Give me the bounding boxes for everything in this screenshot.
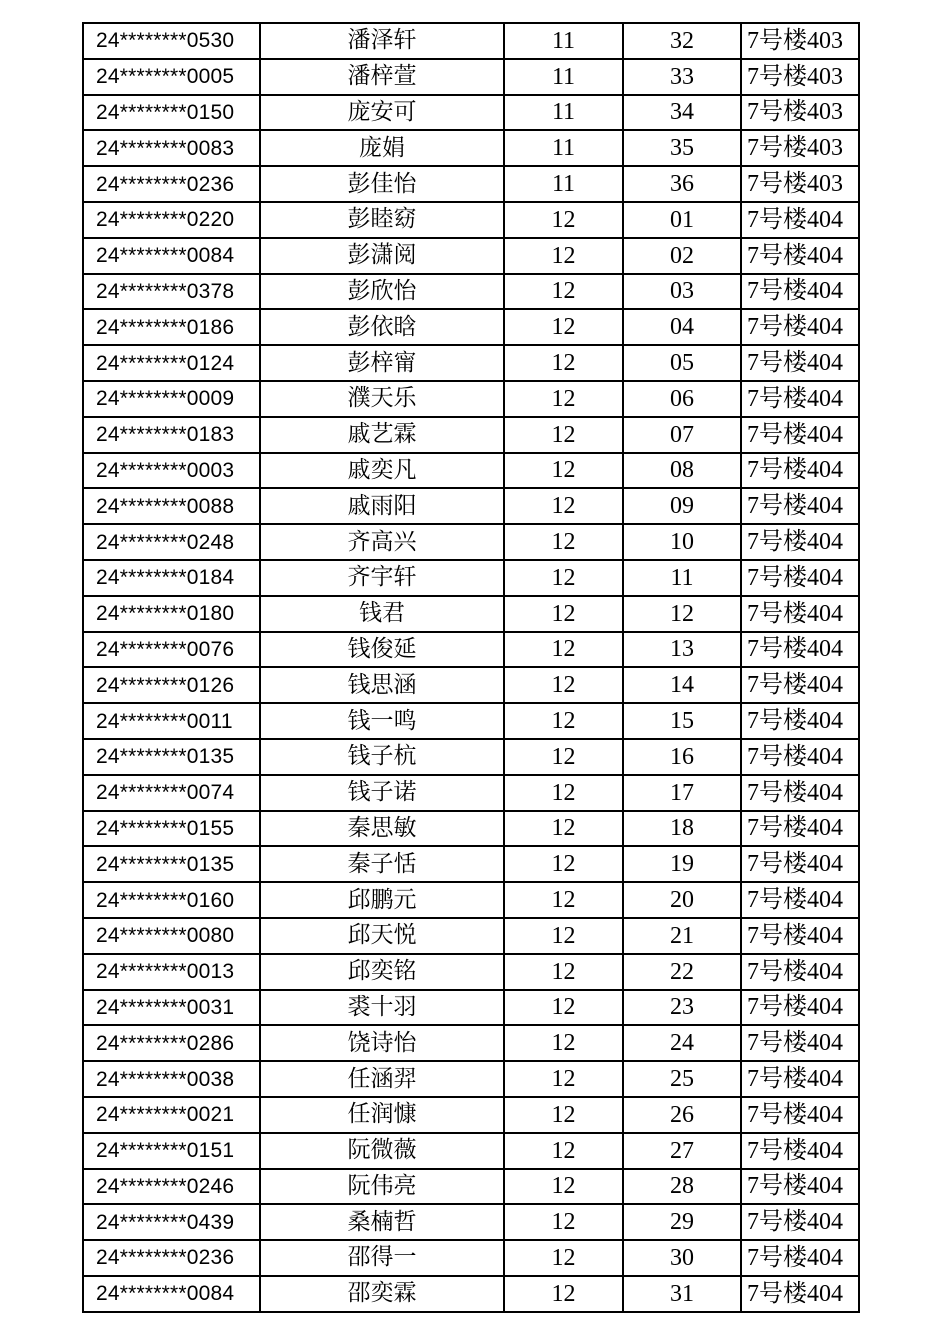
class-number-cell: 12 xyxy=(504,703,623,739)
seat-number-cell: 11 xyxy=(623,560,741,596)
class-number-cell: 11 xyxy=(504,23,623,59)
seat-number-cell: 33 xyxy=(623,59,741,95)
table-row xyxy=(83,130,859,166)
student-name-cell: 秦思敏 xyxy=(260,811,504,847)
seat-number-cell: 21 xyxy=(623,918,741,954)
student-name-cell: 邱天悦 xyxy=(260,918,504,954)
table-row xyxy=(83,703,859,739)
table-row xyxy=(83,846,859,882)
class-number-cell: 12 xyxy=(504,1061,623,1097)
table-row xyxy=(83,1133,859,1169)
class-number-cell: 12 xyxy=(504,1240,623,1276)
seat-number-cell: 20 xyxy=(623,882,741,918)
table-row xyxy=(83,1097,859,1133)
student-name-cell: 桑楠哲 xyxy=(260,1204,504,1240)
class-number-cell: 12 xyxy=(504,453,623,489)
student-name-cell: 庞安可 xyxy=(260,95,504,131)
table-row xyxy=(83,95,859,131)
seat-number-cell: 01 xyxy=(623,202,741,238)
dorm-room-cell: 7号楼404 xyxy=(741,811,859,847)
table-row xyxy=(83,990,859,1026)
seat-number-cell: 26 xyxy=(623,1097,741,1133)
dorm-room-cell: 7号楼404 xyxy=(741,703,859,739)
student-name-cell: 邵奕霖 xyxy=(260,1276,504,1312)
seat-number-cell: 22 xyxy=(623,954,741,990)
table-row xyxy=(83,238,859,274)
student-id-cell: 24********0236 xyxy=(83,166,260,202)
student-name-cell: 彭佳怡 xyxy=(260,166,504,202)
student-id-cell: 24********0005 xyxy=(83,59,260,95)
seat-number-cell: 34 xyxy=(623,95,741,131)
seat-number-cell: 16 xyxy=(623,739,741,775)
dorm-room-cell: 7号楼404 xyxy=(741,488,859,524)
student-id-cell: 24********0021 xyxy=(83,1097,260,1133)
seat-number-cell: 14 xyxy=(623,667,741,703)
class-number-cell: 12 xyxy=(504,632,623,668)
student-id-cell: 24********0009 xyxy=(83,381,260,417)
student-id-cell: 24********0151 xyxy=(83,1133,260,1169)
dorm-room-cell: 7号楼404 xyxy=(741,775,859,811)
seat-number-cell: 27 xyxy=(623,1133,741,1169)
student-id-cell: 24********0180 xyxy=(83,596,260,632)
student-id-cell: 24********0184 xyxy=(83,560,260,596)
table-row xyxy=(83,202,859,238)
table-body xyxy=(83,23,859,1312)
table-row xyxy=(83,274,859,310)
seat-number-cell: 07 xyxy=(623,417,741,453)
student-name-cell: 钱子诺 xyxy=(260,775,504,811)
student-name-cell: 钱君 xyxy=(260,596,504,632)
student-id-cell: 24********0074 xyxy=(83,775,260,811)
dorm-room-cell: 7号楼404 xyxy=(741,1061,859,1097)
seat-number-cell: 09 xyxy=(623,488,741,524)
class-number-cell: 12 xyxy=(504,1204,623,1240)
class-number-cell: 12 xyxy=(504,775,623,811)
seat-number-cell: 25 xyxy=(623,1061,741,1097)
seat-number-cell: 18 xyxy=(623,811,741,847)
dorm-room-cell: 7号楼404 xyxy=(741,918,859,954)
class-number-cell: 12 xyxy=(504,990,623,1026)
student-id-cell: 24********0150 xyxy=(83,95,260,131)
seat-number-cell: 05 xyxy=(623,345,741,381)
student-id-cell: 24********0248 xyxy=(83,524,260,560)
student-id-cell: 24********0160 xyxy=(83,882,260,918)
seat-number-cell: 17 xyxy=(623,775,741,811)
student-name-cell: 潘泽轩 xyxy=(260,23,504,59)
dorm-room-cell: 7号楼404 xyxy=(741,1169,859,1205)
class-number-cell: 12 xyxy=(504,1276,623,1312)
dorm-room-cell: 7号楼403 xyxy=(741,130,859,166)
student-name-cell: 阮微薇 xyxy=(260,1133,504,1169)
class-number-cell: 12 xyxy=(504,882,623,918)
seat-number-cell: 15 xyxy=(623,703,741,739)
student-id-cell: 24********0126 xyxy=(83,667,260,703)
student-dorm-table xyxy=(82,22,860,1313)
table-row xyxy=(83,417,859,453)
dorm-room-cell: 7号楼403 xyxy=(741,95,859,131)
class-number-cell: 12 xyxy=(504,667,623,703)
student-name-cell: 庞娟 xyxy=(260,130,504,166)
student-name-cell: 戚艺霖 xyxy=(260,417,504,453)
dorm-room-cell: 7号楼404 xyxy=(741,954,859,990)
student-id-cell: 24********0236 xyxy=(83,1240,260,1276)
student-id-cell: 24********0003 xyxy=(83,453,260,489)
student-name-cell: 裘十羽 xyxy=(260,990,504,1026)
student-id-cell: 24********0246 xyxy=(83,1169,260,1205)
student-id-cell: 24********0084 xyxy=(83,1276,260,1312)
seat-number-cell: 13 xyxy=(623,632,741,668)
class-number-cell: 12 xyxy=(504,488,623,524)
student-name-cell: 彭梓甯 xyxy=(260,345,504,381)
table-row xyxy=(83,882,859,918)
student-id-cell: 24********0186 xyxy=(83,309,260,345)
seat-number-cell: 23 xyxy=(623,990,741,1026)
table-row xyxy=(83,667,859,703)
student-name-cell: 潘梓萱 xyxy=(260,59,504,95)
table-row xyxy=(83,488,859,524)
seat-number-cell: 28 xyxy=(623,1169,741,1205)
class-number-cell: 12 xyxy=(504,1097,623,1133)
student-name-cell: 秦子恬 xyxy=(260,846,504,882)
class-number-cell: 12 xyxy=(504,811,623,847)
seat-number-cell: 35 xyxy=(623,130,741,166)
student-name-cell: 戚雨阳 xyxy=(260,488,504,524)
table-row xyxy=(83,632,859,668)
class-number-cell: 12 xyxy=(504,1025,623,1061)
student-name-cell: 任涵羿 xyxy=(260,1061,504,1097)
class-number-cell: 12 xyxy=(504,918,623,954)
student-name-cell: 饶诗怡 xyxy=(260,1025,504,1061)
seat-number-cell: 19 xyxy=(623,846,741,882)
student-id-cell: 24********0084 xyxy=(83,238,260,274)
dorm-room-cell: 7号楼404 xyxy=(741,1240,859,1276)
class-number-cell: 12 xyxy=(504,739,623,775)
class-number-cell: 12 xyxy=(504,202,623,238)
dorm-room-cell: 7号楼404 xyxy=(741,882,859,918)
table-row xyxy=(83,166,859,202)
dorm-room-cell: 7号楼404 xyxy=(741,345,859,381)
student-name-cell: 钱思涵 xyxy=(260,667,504,703)
seat-number-cell: 29 xyxy=(623,1204,741,1240)
dorm-room-cell: 7号楼404 xyxy=(741,381,859,417)
dorm-room-cell: 7号楼404 xyxy=(741,1276,859,1312)
student-id-cell: 24********0083 xyxy=(83,130,260,166)
class-number-cell: 12 xyxy=(504,238,623,274)
table-row xyxy=(83,345,859,381)
student-id-cell: 24********0183 xyxy=(83,417,260,453)
student-name-cell: 齐高兴 xyxy=(260,524,504,560)
class-number-cell: 12 xyxy=(504,524,623,560)
class-number-cell: 11 xyxy=(504,166,623,202)
table-row xyxy=(83,59,859,95)
student-name-cell: 钱子杭 xyxy=(260,739,504,775)
seat-number-cell: 31 xyxy=(623,1276,741,1312)
dorm-room-cell: 7号楼403 xyxy=(741,23,859,59)
class-number-cell: 12 xyxy=(504,954,623,990)
student-name-cell: 齐宇轩 xyxy=(260,560,504,596)
table-row xyxy=(83,453,859,489)
class-number-cell: 12 xyxy=(504,274,623,310)
class-number-cell: 11 xyxy=(504,59,623,95)
student-id-cell: 24********0155 xyxy=(83,811,260,847)
student-id-cell: 24********0439 xyxy=(83,1204,260,1240)
student-name-cell: 邵得一 xyxy=(260,1240,504,1276)
student-name-cell: 阮伟亮 xyxy=(260,1169,504,1205)
table-row xyxy=(83,954,859,990)
seat-number-cell: 36 xyxy=(623,166,741,202)
table-row xyxy=(83,524,859,560)
class-number-cell: 12 xyxy=(504,846,623,882)
dorm-room-cell: 7号楼404 xyxy=(741,1204,859,1240)
student-name-cell: 钱一鸣 xyxy=(260,703,504,739)
student-id-cell: 24********0038 xyxy=(83,1061,260,1097)
class-number-cell: 12 xyxy=(504,345,623,381)
student-name-cell: 彭潇阅 xyxy=(260,238,504,274)
class-number-cell: 12 xyxy=(504,1133,623,1169)
table-row xyxy=(83,381,859,417)
dorm-room-cell: 7号楼404 xyxy=(741,560,859,596)
dorm-room-cell: 7号楼404 xyxy=(741,739,859,775)
student-name-cell: 钱俊延 xyxy=(260,632,504,668)
dorm-room-cell: 7号楼404 xyxy=(741,417,859,453)
student-id-cell: 24********0080 xyxy=(83,918,260,954)
student-id-cell: 24********0031 xyxy=(83,990,260,1026)
table-row xyxy=(83,596,859,632)
dorm-room-cell: 7号楼404 xyxy=(741,274,859,310)
student-id-cell: 24********0124 xyxy=(83,345,260,381)
class-number-cell: 11 xyxy=(504,130,623,166)
student-id-cell: 24********0286 xyxy=(83,1025,260,1061)
table-row xyxy=(83,1240,859,1276)
table-row xyxy=(83,309,859,345)
student-id-cell: 24********0220 xyxy=(83,202,260,238)
table-row xyxy=(83,811,859,847)
student-id-cell: 24********0135 xyxy=(83,739,260,775)
student-name-cell: 邱鹏元 xyxy=(260,882,504,918)
student-id-cell: 24********0378 xyxy=(83,274,260,310)
student-id-cell: 24********0011 xyxy=(83,703,260,739)
class-number-cell: 11 xyxy=(504,95,623,131)
seat-number-cell: 10 xyxy=(623,524,741,560)
class-number-cell: 12 xyxy=(504,1169,623,1205)
table-row xyxy=(83,1061,859,1097)
table-row xyxy=(83,775,859,811)
table-row xyxy=(83,560,859,596)
student-id-cell: 24********0530 xyxy=(83,23,260,59)
seat-number-cell: 24 xyxy=(623,1025,741,1061)
table-row xyxy=(83,1204,859,1240)
dorm-room-cell: 7号楼403 xyxy=(741,166,859,202)
student-name-cell: 彭睦窈 xyxy=(260,202,504,238)
dorm-room-cell: 7号楼404 xyxy=(741,846,859,882)
dorm-room-cell: 7号楼404 xyxy=(741,1133,859,1169)
table-row xyxy=(83,918,859,954)
table-row xyxy=(83,23,859,59)
dorm-room-cell: 7号楼404 xyxy=(741,238,859,274)
student-id-cell: 24********0076 xyxy=(83,632,260,668)
dorm-room-cell: 7号楼404 xyxy=(741,1025,859,1061)
student-id-cell: 24********0088 xyxy=(83,488,260,524)
dorm-room-cell: 7号楼404 xyxy=(741,596,859,632)
student-id-cell: 24********0013 xyxy=(83,954,260,990)
seat-number-cell: 32 xyxy=(623,23,741,59)
dorm-room-cell: 7号楼404 xyxy=(741,524,859,560)
seat-number-cell: 06 xyxy=(623,381,741,417)
seat-number-cell: 12 xyxy=(623,596,741,632)
dorm-room-cell: 7号楼404 xyxy=(741,1097,859,1133)
dorm-room-cell: 7号楼404 xyxy=(741,309,859,345)
dorm-room-cell: 7号楼404 xyxy=(741,202,859,238)
table-row xyxy=(83,1025,859,1061)
seat-number-cell: 08 xyxy=(623,453,741,489)
student-name-cell: 彭依晗 xyxy=(260,309,504,345)
class-number-cell: 12 xyxy=(504,417,623,453)
student-name-cell: 濮天乐 xyxy=(260,381,504,417)
dorm-room-cell: 7号楼404 xyxy=(741,990,859,1026)
class-number-cell: 12 xyxy=(504,381,623,417)
dorm-room-cell: 7号楼404 xyxy=(741,667,859,703)
class-number-cell: 12 xyxy=(504,560,623,596)
seat-number-cell: 02 xyxy=(623,238,741,274)
table-row xyxy=(83,739,859,775)
dorm-room-cell: 7号楼403 xyxy=(741,59,859,95)
student-name-cell: 彭欣怡 xyxy=(260,274,504,310)
class-number-cell: 12 xyxy=(504,596,623,632)
seat-number-cell: 04 xyxy=(623,309,741,345)
dorm-room-cell: 7号楼404 xyxy=(741,632,859,668)
seat-number-cell: 03 xyxy=(623,274,741,310)
student-id-cell: 24********0135 xyxy=(83,846,260,882)
student-name-cell: 邱奕铭 xyxy=(260,954,504,990)
table-row xyxy=(83,1169,859,1205)
seat-number-cell: 30 xyxy=(623,1240,741,1276)
dorm-room-cell: 7号楼404 xyxy=(741,453,859,489)
student-name-cell: 任润慷 xyxy=(260,1097,504,1133)
class-number-cell: 12 xyxy=(504,309,623,345)
table-row xyxy=(83,1276,859,1312)
student-name-cell: 戚奕凡 xyxy=(260,453,504,489)
